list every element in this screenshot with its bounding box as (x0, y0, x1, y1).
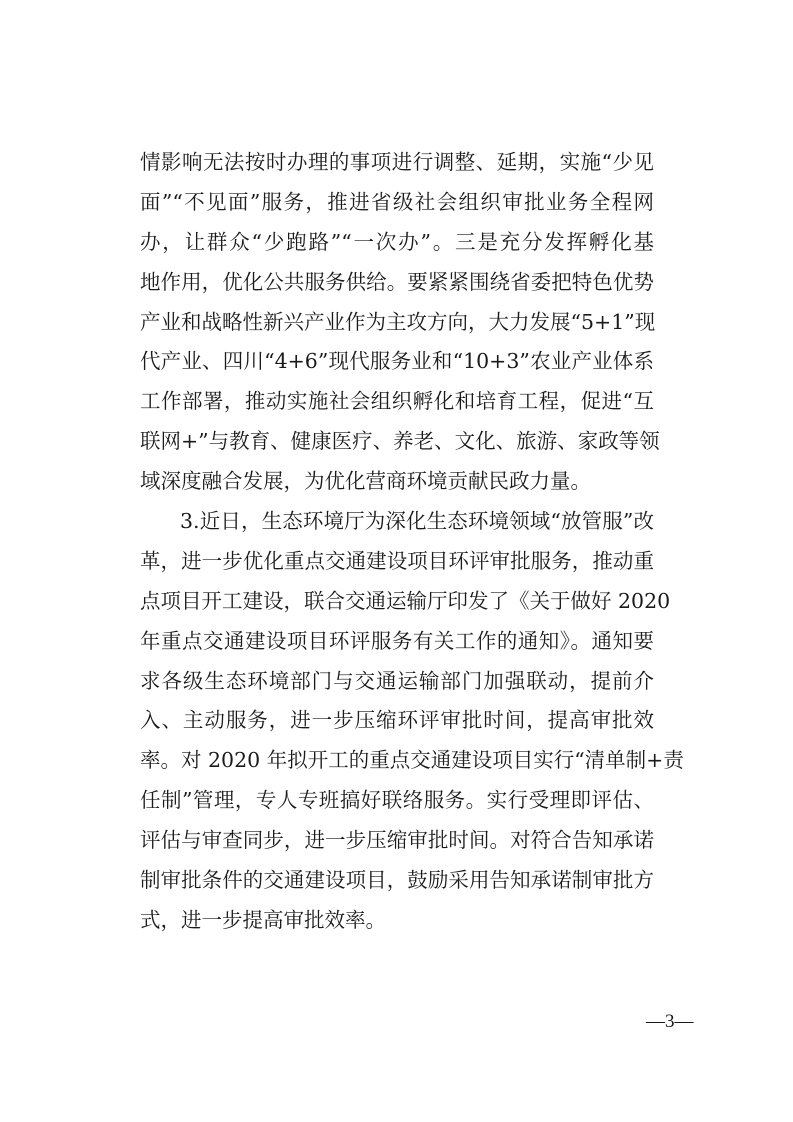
text-line: 点项目开工建设，联合交通运输厅印发了《关于做好 2020 (140, 588, 671, 613)
text-line: 产业和战略性新兴产业作为主攻方向，大力发展“5+1”现 (140, 309, 656, 334)
text-line: 式，进一步提高审批效率。 (140, 907, 386, 932)
text-line: 制审批条件的交通建设项目，鼓励采用告知承诺制审批方 (140, 868, 654, 893)
text-line: 代产业、四川“4+6”现代服务业和“10+3”农业产业体系 (140, 349, 654, 374)
text-line: 入、主动服务，进一步压缩环评审批时间，提高审批效 (140, 708, 654, 733)
text-line: 任制”管理，专人专班搞好联络服务。实行受理即评估、 (140, 788, 654, 813)
text-line: 工作部署，推动实施社会组织孵化和培育工程，促进“互 (140, 389, 654, 414)
text-line: 年重点交通建设项目环评服务有关工作的通知》。通知要 (140, 628, 654, 653)
page-number: —3— (646, 1011, 694, 1032)
text-line: 革，进一步优化重点交通建设项目环评审批服务，推动重 (140, 548, 654, 573)
text-line: 联网+”与教育、健康医疗、养老、文化、旅游、家政等领 (140, 429, 660, 454)
text-line: 评估与审查同步，进一步压缩审批时间。对符合告知承诺 (140, 828, 654, 853)
text-line: 面”“不见面”服务，推进省级社会组织审批业务全程网 (140, 189, 654, 214)
text-line: 率。对 2020 年拟开工的重点交通建设项目实行“清单制+责 (140, 748, 684, 773)
text-line: 域深度融合发展，为优化营商环境贡献民政力量。 (140, 469, 591, 494)
text-line: 求各级生态环境部门与交通运输部门加强联动，提前介 (140, 668, 654, 693)
text-line: 地作用，优化公共服务供给。要紧紧围绕省委把特色优势 (140, 269, 654, 294)
text-line: 情影响无法按时办理的事项进行调整、延期，实施“少见 (140, 150, 654, 174)
text-line: 办，让群众“少跑路”“一次办”。三是充分发挥孵化基 (140, 229, 654, 254)
paragraph-start-line: 3.近日，生态环境厅为深化生态环境领域“放管服”改 (180, 509, 654, 534)
body-text (140, 143, 684, 941)
